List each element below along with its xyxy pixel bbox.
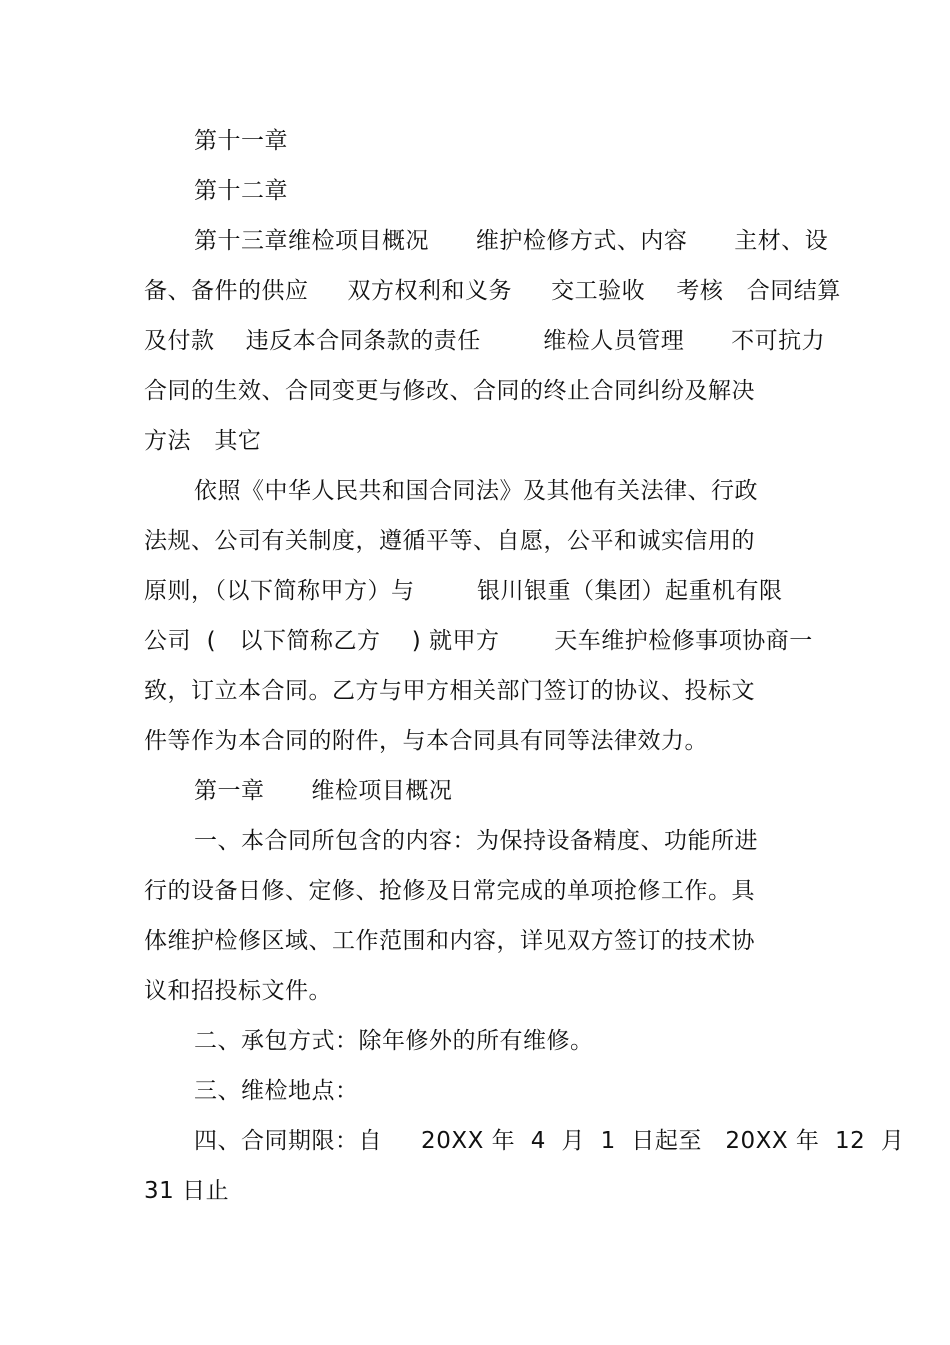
preamble-line-1: 依照《中华人民共和国合同法》及其他有关法律、行政 <box>194 478 758 504</box>
toc-line-5: 方法 其它 <box>144 428 262 454</box>
clause-1-line-1: 一、本合同所包含的内容：为保持设备精度、功能所进 <box>194 828 758 854</box>
chapter-11-heading: 第十一章 <box>194 128 288 154</box>
preamble-line-5: 致，订立本合同。乙方与甲方相关部门签订的协议、投标文 <box>144 678 755 704</box>
clause-4-line-2: 31 日止 <box>144 1178 230 1204</box>
chapter-1-heading: 第一章 维检项目概况 <box>194 778 453 804</box>
clause-1-line-3: 体维护检修区域、工作范围和内容，详见双方签订的技术协 <box>144 928 755 954</box>
toc-line-1: 第十三章维检项目概况 维护检修方式、内容 主材、设 <box>194 228 829 254</box>
toc-line-4: 合同的生效、合同变更与修改、合同的终止合同纠纷及解决 <box>144 378 755 404</box>
preamble-line-3: 原则，（以下简称甲方）与 银川银重（集团）起重机有限 <box>144 578 783 604</box>
chapter-12-heading: 第十二章 <box>194 178 288 204</box>
clause-2: 二、承包方式：除年修外的所有维修。 <box>194 1028 594 1054</box>
clause-4-line-1: 四、合同期限：自 20XX 年 4 月 1 日起至 20XX 年 12 月 <box>194 1128 905 1154</box>
clause-3: 三、维检地点： <box>194 1078 359 1104</box>
preamble-line-2: 法规、公司有关制度，遵循平等、自愿，公平和诚实信用的 <box>144 528 755 554</box>
clause-1-line-2: 行的设备日修、定修、抢修及日常完成的单项抢修工作。具 <box>144 878 755 904</box>
toc-line-3: 及付款 违反本合同条款的责任 维检人员管理 不可抗力 <box>144 328 826 354</box>
clause-1-line-4: 议和招投标文件。 <box>144 978 332 1004</box>
toc-line-2: 备、备件的供应 双方权利和义务 交工验收 考核 合同结算 <box>144 278 841 304</box>
preamble-line-4: 公司 ( 以下简称乙方 ) 就甲方 天车维护检修事项协商一 <box>144 628 813 654</box>
preamble-line-6: 件等作为本合同的附件，与本合同具有同等法律效力。 <box>144 728 708 754</box>
